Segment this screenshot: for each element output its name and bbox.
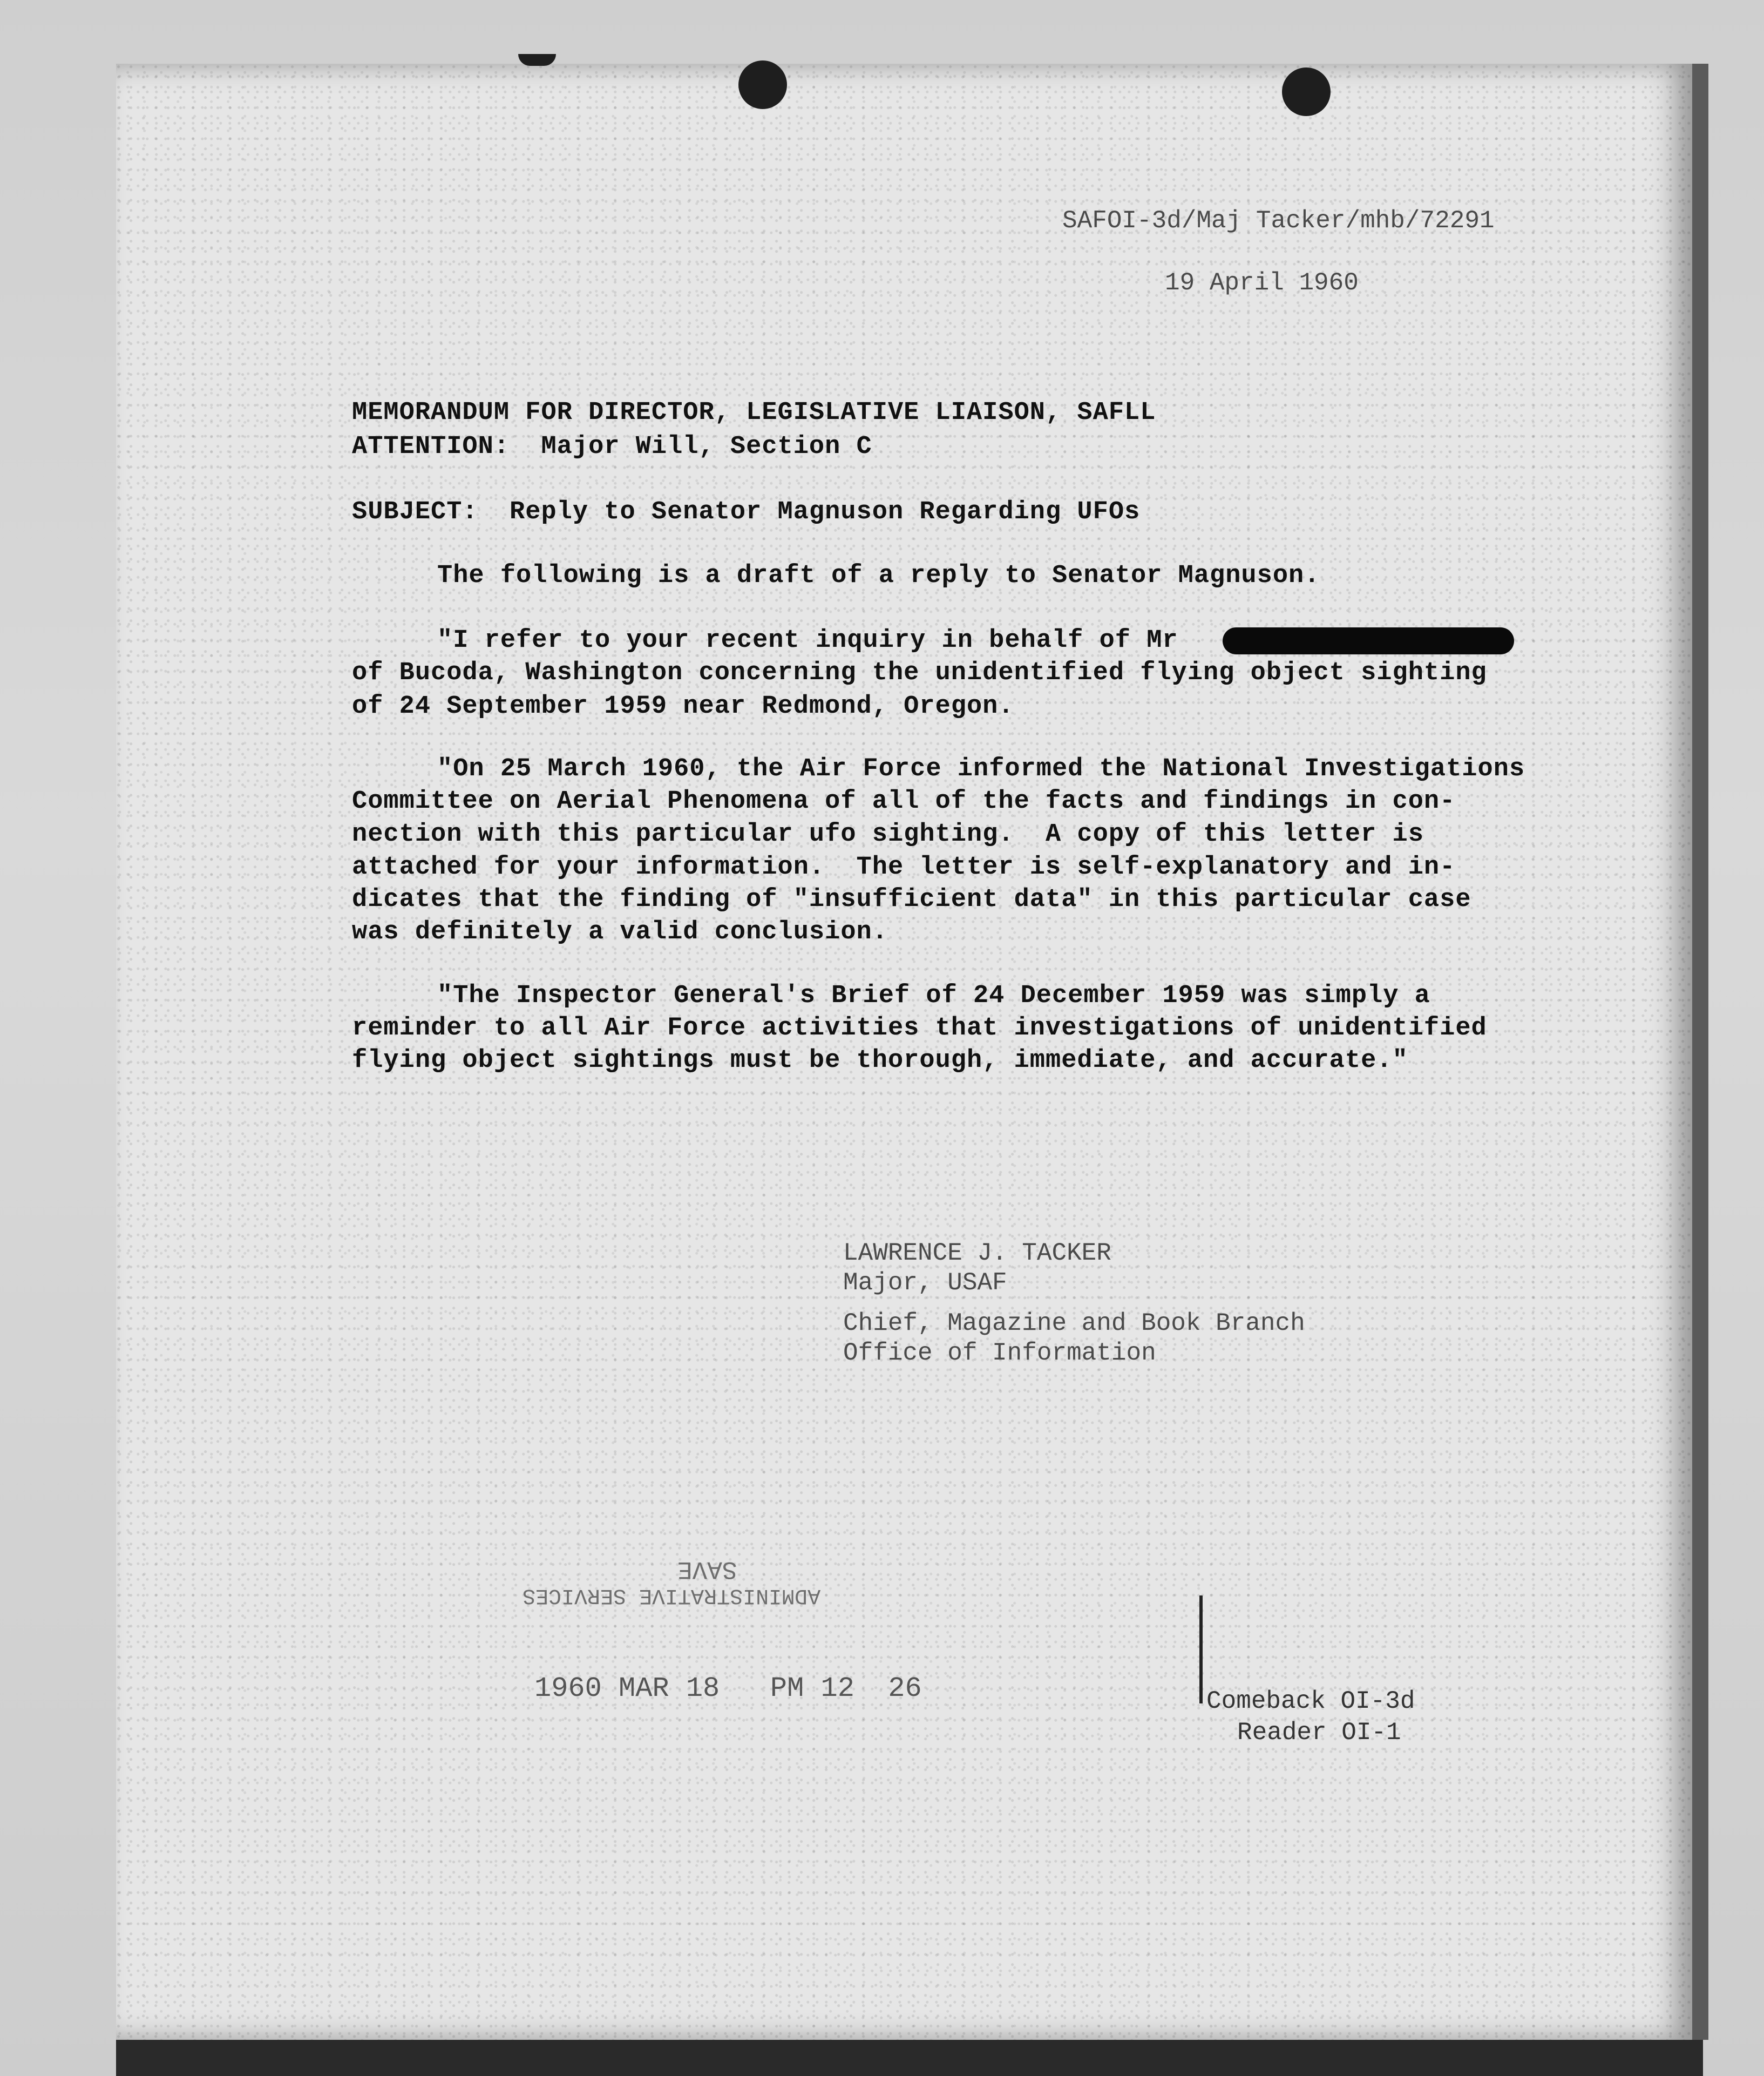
p3-line-2: reminder to all Air Force activities that investigations of unidentified [352,1014,1487,1043]
punch-hole-top-edge [518,54,556,66]
memo-for-line: MEMORANDUM FOR DIRECTOR, LEGISLATIVE LIAISON, SAFLL [352,398,1156,427]
p2-line-2: Committee on Aerial Phenomena of all of the facts and findings in con- [352,787,1456,816]
redaction-bar [1223,627,1514,654]
routing-bracket [1199,1595,1203,1703]
p2-line-4: attached for your information. The letter is self-explanatory and in- [352,853,1456,882]
signature-rank: Major, USAF [843,1269,1007,1297]
routing-symbol: SAFOI-3d/Maj Tacker/mhb/72291 [1062,207,1495,235]
p2-line-3: nection with this particular ufo sighting. A copy of this letter is [352,820,1424,849]
subject-line: SUBJECT: Reply to Senator Magnuson Regarding UFOs [352,498,1141,526]
p1-line-1: "I refer to your recent inquiry in behalf of Mr [437,626,1178,655]
memo-date: 19 April 1960 [1165,269,1359,297]
page-bottom-edge [116,2040,1703,2076]
signature-name: LAWRENCE J. TACKER [843,1239,1111,1267]
attention-line: ATTENTION: Major Will, Section C [352,432,872,461]
p2-line-1: "On 25 March 1960, the Air Force informed the National Investigations [437,755,1525,783]
signature-title: Chief, Magazine and Book Branch [843,1309,1305,1337]
punch-hole-right [1282,67,1331,116]
p1-line-2: of Bucoda, Washington concerning the unidentified flying object sighting [352,659,1487,687]
p2-line-5: dicates that the finding of "insufficient data" in this particular case [352,885,1471,914]
page-edge-shadow [1692,64,1708,2040]
routing-reader: Reader OI-1 [1237,1719,1401,1747]
p2-line-6: was definitely a valid conclusion. [352,918,888,946]
p1-line-3: of 24 September 1959 near Redmond, Oregon. [352,692,1014,721]
p3-line-3: flying object sightings must be thorough, immediate, and accurate." [352,1046,1408,1075]
intro-paragraph: The following is a draft of a reply to Senator Magnuson. [437,562,1320,590]
routing-comeback: Comeback OI-3d [1206,1687,1415,1715]
p3-line-1: "The Inspector General's Brief of 24 December 1959 was simply a [437,982,1430,1010]
stamp-date-received: 1960 MAR 18 PM 12 26 [534,1673,922,1705]
punch-hole-left [738,60,787,109]
signature-office: Office of Information [843,1339,1156,1367]
stamp-save: SAVE [677,1555,737,1583]
stamp-admin-services: ADMINISTRATIVE SERVICES [523,1583,821,1607]
